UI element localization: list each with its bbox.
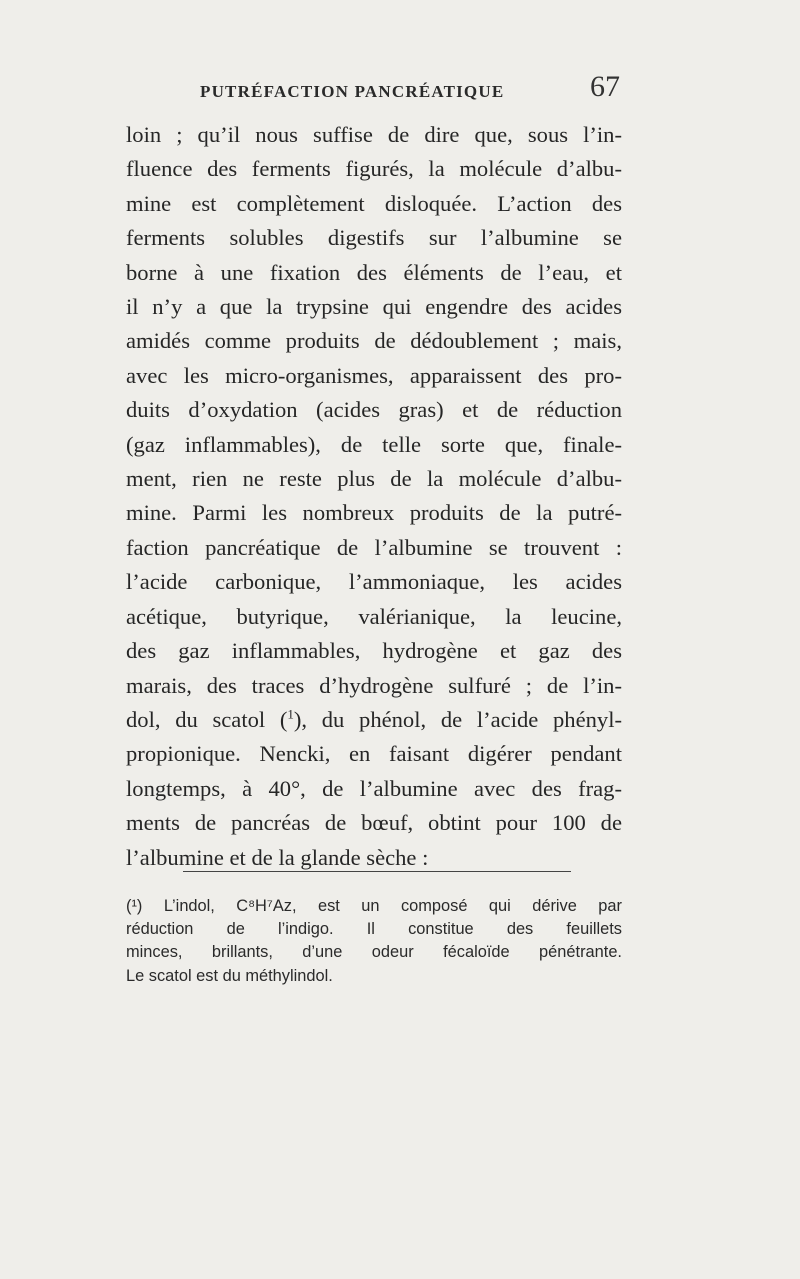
footnote-line: réduction de l’indigo. Il constitue des feuillets (126, 920, 622, 939)
text-line: amidés comme produits de dédoublement ; mais, (126, 328, 622, 354)
running-title: PUTRÉFACTION PANCRÉATIQUE (200, 82, 505, 101)
text-line: marais, des traces d’hydrogène sulfuré ; de l’in- (126, 672, 622, 698)
text-line: duits d’oxydation (acides gras) et de réduction (126, 397, 622, 423)
text-line: loin ; qu’il nous suffise de dire que, sous l’in- (126, 122, 622, 147)
text-fragment: ), du phénol, de l’acide phényl- (293, 706, 622, 732)
footnote-line: minces, brillants, d’une odeur fécaloïde pénétrante. (126, 943, 622, 962)
text-line: longtemps, à 40°, de l’albumine avec des frag- (126, 775, 622, 801)
page-number: 67 (590, 70, 620, 103)
text-line: ments de pancréas de bœuf, obtint pour 100 de (126, 810, 622, 836)
text-line: borne à une fixation des éléments de l’eau, et (126, 259, 622, 285)
text-line: faction pancréatique de l’albumine se trouvent : (126, 534, 622, 560)
text-line: avec les micro-organismes, apparaissent des pro- (126, 362, 622, 388)
text-line: ment, rien ne reste plus de la molécule d’albu- (126, 466, 622, 492)
text-line: l’acide carbonique, l’ammoniaque, les acides (126, 569, 622, 595)
text-line: acétique, butyrique, valérianique, la leucine, (126, 603, 622, 629)
text-line: mine est complètement disloquée. L’action des (126, 190, 622, 216)
text-line-footnote-ref (126, 703, 622, 737)
footnote-separator (183, 871, 571, 872)
text-fragment: dol, du scatol ( (126, 706, 288, 732)
footnote (126, 895, 622, 988)
footnote-line: Le scatol est du méthylindol. (126, 966, 333, 985)
text-line: ferments solubles digestifs sur l’albumine se (126, 225, 622, 251)
text-line: mine. Parmi les nombreux produits de la putré- (126, 500, 622, 526)
footnote-line: (¹) L’indol, C⁸H⁷Az, est un composé qui dérive par (126, 897, 622, 915)
footnote-reference[interactable]: 1 (287, 706, 294, 722)
text-line: fluence des ferments figurés, la molécule d’albu- (126, 156, 622, 182)
page-header (0, 68, 800, 108)
text-line: propionique. Nencki, en faisant digérer pendant (126, 741, 622, 767)
text-line: il n’y a que la trypsine qui engendre des acides (126, 294, 622, 320)
text-line: des gaz inflammables, hydrogène et gaz des (126, 638, 622, 664)
text-line: l’albumine et de la glande sèche : (126, 844, 429, 870)
main-paragraph (126, 118, 622, 875)
text-line: (gaz inflammables), de telle sorte que, finale- (126, 431, 622, 457)
